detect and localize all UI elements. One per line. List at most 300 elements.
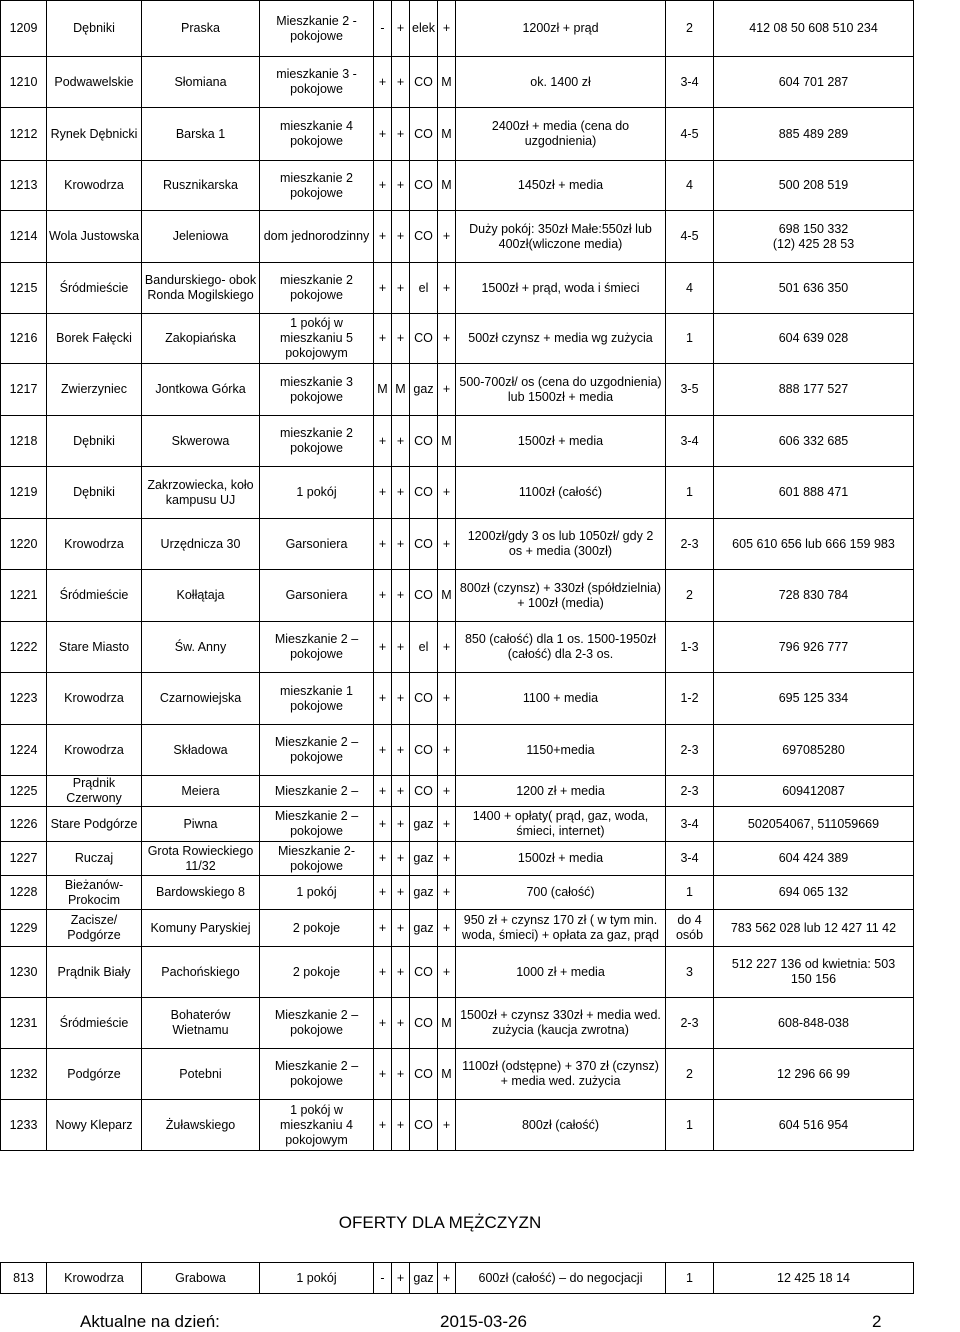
cell-phone: 601 888 471 bbox=[714, 467, 914, 519]
cell-type: Mieszkanie 2 – pokojowe bbox=[260, 807, 374, 842]
cell-id: 1224 bbox=[1, 725, 47, 776]
cell-type: Garsoniera bbox=[260, 570, 374, 622]
cell-phone: 605 610 656 lub 666 159 983 bbox=[714, 519, 914, 570]
cell-persons: 3-5 bbox=[666, 364, 714, 416]
cell-phone: 609412087 bbox=[714, 776, 914, 807]
cell-street: Skwerowa bbox=[142, 416, 260, 467]
cell-street: Bohaterów Wietnamu bbox=[142, 998, 260, 1049]
cell-internet: + bbox=[392, 622, 410, 673]
cell-area: Borek Fałęcki bbox=[47, 314, 142, 364]
cell-heating: CO bbox=[410, 108, 438, 161]
cell-type: Mieszkanie 2 – pokojowe bbox=[260, 1049, 374, 1100]
cell-furnished: + bbox=[374, 519, 392, 570]
cell-persons: 1-2 bbox=[666, 673, 714, 725]
cell-flag: M bbox=[438, 57, 456, 108]
cell-persons: 1 bbox=[666, 314, 714, 364]
cell-furnished: + bbox=[374, 314, 392, 364]
cell-street: Bandurskiego- obok Ronda Mogilskiego bbox=[142, 263, 260, 314]
cell-phone: 502054067, 511059669 bbox=[714, 807, 914, 842]
cell-id: 1219 bbox=[1, 467, 47, 519]
table-row bbox=[1, 947, 914, 998]
cell-heating: CO bbox=[410, 211, 438, 263]
cell-area: Krowodrza bbox=[47, 161, 142, 211]
cell-type: 1 pokój bbox=[260, 467, 374, 519]
cell-flag: + bbox=[438, 807, 456, 842]
cell-flag: + bbox=[438, 776, 456, 807]
cell-price: 600zł (całość) – do negocjacji bbox=[456, 1263, 666, 1294]
cell-phone: 604 424 389 bbox=[714, 842, 914, 876]
cell-price: 700 (całość) bbox=[456, 876, 666, 910]
table-row bbox=[1, 776, 914, 807]
cell-heating: CO bbox=[410, 998, 438, 1049]
cell-street: Słomiana bbox=[142, 57, 260, 108]
cell-persons: 1 bbox=[666, 1263, 714, 1294]
cell-phone: 888 177 527 bbox=[714, 364, 914, 416]
table-row bbox=[1, 467, 914, 519]
cell-price: 950 zł + czynsz 170 zł ( w tym min. woda, śmieci) + opłata za gaz, prąd bbox=[456, 910, 666, 947]
cell-id: 1220 bbox=[1, 519, 47, 570]
cell-street: Urzędnicza 30 bbox=[142, 519, 260, 570]
cell-persons: 1-3 bbox=[666, 622, 714, 673]
cell-furnished: + bbox=[374, 842, 392, 876]
cell-area: Prądnik Czerwony bbox=[47, 776, 142, 807]
table-row bbox=[1, 910, 914, 947]
cell-internet: + bbox=[392, 570, 410, 622]
cell-heating: el bbox=[410, 622, 438, 673]
cell-id: 1226 bbox=[1, 807, 47, 842]
cell-type: Mieszkanie 2- pokojowe bbox=[260, 842, 374, 876]
cell-area: Prądnik Biały bbox=[47, 947, 142, 998]
cell-internet: + bbox=[392, 57, 410, 108]
cell-internet: + bbox=[392, 263, 410, 314]
cell-persons: 1 bbox=[666, 467, 714, 519]
cell-persons: 3-4 bbox=[666, 416, 714, 467]
men-listings-table bbox=[0, 1262, 914, 1294]
cell-type: dom jednorodzinny bbox=[260, 211, 374, 263]
cell-persons: 2-3 bbox=[666, 725, 714, 776]
cell-street: Meiera bbox=[142, 776, 260, 807]
cell-type: 2 pokoje bbox=[260, 910, 374, 947]
cell-furnished: + bbox=[374, 263, 392, 314]
cell-area: Krowodrza bbox=[47, 725, 142, 776]
cell-furnished: + bbox=[374, 622, 392, 673]
cell-price: 1150+media bbox=[456, 725, 666, 776]
cell-phone: 694 065 132 bbox=[714, 876, 914, 910]
table-row bbox=[1, 1100, 914, 1151]
cell-furnished: + bbox=[374, 876, 392, 910]
cell-furnished: + bbox=[374, 570, 392, 622]
table-row bbox=[1, 807, 914, 842]
cell-area: Stare Podgórze bbox=[47, 807, 142, 842]
cell-persons: 1 bbox=[666, 1100, 714, 1151]
cell-internet: + bbox=[392, 1263, 410, 1294]
cell-internet: M bbox=[392, 364, 410, 416]
table-row bbox=[1, 1, 914, 57]
cell-flag: + bbox=[438, 364, 456, 416]
cell-area: Zwierzyniec bbox=[47, 364, 142, 416]
cell-area: Podwawelskie bbox=[47, 57, 142, 108]
cell-price: 1400 + opłaty( prąd, gaz, woda, śmieci, internet) bbox=[456, 807, 666, 842]
table-row bbox=[1, 416, 914, 467]
table-row bbox=[1, 622, 914, 673]
cell-type: 1 pokój bbox=[260, 876, 374, 910]
cell-price: ok. 1400 zł bbox=[456, 57, 666, 108]
cell-persons: 2-3 bbox=[666, 998, 714, 1049]
cell-street: Zakopiańska bbox=[142, 314, 260, 364]
cell-furnished: M bbox=[374, 364, 392, 416]
table-row bbox=[1, 725, 914, 776]
cell-id: 1223 bbox=[1, 673, 47, 725]
cell-type: Mieszkanie 2 – pokojowe bbox=[260, 725, 374, 776]
cell-persons: 2-3 bbox=[666, 776, 714, 807]
footer-date: 2015-03-26 bbox=[440, 1312, 527, 1331]
cell-heating: el bbox=[410, 263, 438, 314]
cell-type: Garsoniera bbox=[260, 519, 374, 570]
table-row bbox=[1, 314, 914, 364]
cell-internet: + bbox=[392, 519, 410, 570]
cell-area: Krowodrza bbox=[47, 673, 142, 725]
cell-area: Podgórze bbox=[47, 1049, 142, 1100]
cell-id: 1213 bbox=[1, 161, 47, 211]
cell-flag: + bbox=[438, 910, 456, 947]
cell-phone: 512 227 136 od kwietnia: 503 150 156 bbox=[714, 947, 914, 998]
cell-flag: M bbox=[438, 1049, 456, 1100]
cell-furnished: + bbox=[374, 416, 392, 467]
cell-internet: + bbox=[392, 467, 410, 519]
cell-internet: + bbox=[392, 211, 410, 263]
cell-flag: + bbox=[438, 622, 456, 673]
cell-furnished: + bbox=[374, 467, 392, 519]
cell-furnished: + bbox=[374, 108, 392, 161]
cell-price: 500zł czynsz + media wg zużycia bbox=[456, 314, 666, 364]
cell-internet: + bbox=[392, 776, 410, 807]
table-row bbox=[1, 842, 914, 876]
cell-type: mieszkanie 1 pokojowe bbox=[260, 673, 374, 725]
cell-heating: gaz bbox=[410, 364, 438, 416]
cell-furnished: + bbox=[374, 211, 392, 263]
cell-persons: 3-4 bbox=[666, 57, 714, 108]
cell-persons: 4 bbox=[666, 161, 714, 211]
cell-street: Potebni bbox=[142, 1049, 260, 1100]
cell-area: Dębniki bbox=[47, 416, 142, 467]
cell-internet: + bbox=[392, 108, 410, 161]
cell-phone: 12 425 18 14 bbox=[714, 1263, 914, 1294]
cell-persons: 4-5 bbox=[666, 211, 714, 263]
cell-id: 1232 bbox=[1, 1049, 47, 1100]
cell-type: 1 pokój bbox=[260, 1263, 374, 1294]
cell-type: 1 pokój w mieszkaniu 5 pokojowym bbox=[260, 314, 374, 364]
cell-flag: + bbox=[438, 1263, 456, 1294]
cell-persons: 3-4 bbox=[666, 842, 714, 876]
cell-street: Żuławskiego bbox=[142, 1100, 260, 1151]
cell-heating: CO bbox=[410, 725, 438, 776]
cell-heating: CO bbox=[410, 570, 438, 622]
cell-price: 1500zł + czynsz 330zł + media wed. zużycia (kaucja zwrotna) bbox=[456, 998, 666, 1049]
cell-heating: CO bbox=[410, 1049, 438, 1100]
cell-persons: 4-5 bbox=[666, 108, 714, 161]
cell-phone: 608-848-038 bbox=[714, 998, 914, 1049]
cell-flag: + bbox=[438, 1, 456, 57]
cell-price: 1000 zł + media bbox=[456, 947, 666, 998]
cell-internet: + bbox=[392, 1, 410, 57]
cell-price: Duży pokój: 350zł Małe:550zł lub 400zł(wliczone media) bbox=[456, 211, 666, 263]
table-row bbox=[1, 211, 914, 263]
cell-heating: CO bbox=[410, 314, 438, 364]
cell-heating: CO bbox=[410, 519, 438, 570]
cell-internet: + bbox=[392, 416, 410, 467]
cell-phone: 695 125 334 bbox=[714, 673, 914, 725]
cell-phone: 500 208 519 bbox=[714, 161, 914, 211]
cell-persons: 4 bbox=[666, 263, 714, 314]
cell-phone: 501 636 350 bbox=[714, 263, 914, 314]
cell-price: 1500zł + media bbox=[456, 416, 666, 467]
cell-furnished: + bbox=[374, 807, 392, 842]
table-row bbox=[1, 161, 914, 211]
cell-heating: CO bbox=[410, 467, 438, 519]
cell-street: Składowa bbox=[142, 725, 260, 776]
cell-street: Jontkowa Górka bbox=[142, 364, 260, 416]
cell-furnished: - bbox=[374, 1, 392, 57]
cell-furnished: + bbox=[374, 776, 392, 807]
cell-flag: M bbox=[438, 108, 456, 161]
cell-street: Grota Rowieckiego 11/32 bbox=[142, 842, 260, 876]
cell-price: 1100zł (całość) bbox=[456, 467, 666, 519]
cell-heating: CO bbox=[410, 1100, 438, 1151]
cell-area: Wola Justowska bbox=[47, 211, 142, 263]
cell-furnished: + bbox=[374, 1100, 392, 1151]
cell-heating: gaz bbox=[410, 910, 438, 947]
cell-heating: CO bbox=[410, 161, 438, 211]
cell-area: Dębniki bbox=[47, 1, 142, 57]
cell-id: 1214 bbox=[1, 211, 47, 263]
cell-street: Rusznikarska bbox=[142, 161, 260, 211]
cell-internet: + bbox=[392, 725, 410, 776]
cell-flag: M bbox=[438, 570, 456, 622]
cell-phone: 604 516 954 bbox=[714, 1100, 914, 1151]
cell-persons: 1 bbox=[666, 876, 714, 910]
cell-id: 1228 bbox=[1, 876, 47, 910]
cell-street: Praska bbox=[142, 1, 260, 57]
cell-price: 1450zł + media bbox=[456, 161, 666, 211]
cell-id: 1218 bbox=[1, 416, 47, 467]
cell-id: 1222 bbox=[1, 622, 47, 673]
cell-furnished: + bbox=[374, 673, 392, 725]
cell-price: 1100 + media bbox=[456, 673, 666, 725]
cell-flag: + bbox=[438, 673, 456, 725]
cell-street: Piwna bbox=[142, 807, 260, 842]
cell-street: Św. Anny bbox=[142, 622, 260, 673]
cell-price: 2400zł + media (cena do uzgodnienia) bbox=[456, 108, 666, 161]
table-row bbox=[1, 364, 914, 416]
cell-street: Barska 1 bbox=[142, 108, 260, 161]
cell-internet: + bbox=[392, 1100, 410, 1151]
cell-type: mieszkanie 3 - pokojowe bbox=[260, 57, 374, 108]
cell-heating: gaz bbox=[410, 807, 438, 842]
cell-persons: 2-3 bbox=[666, 519, 714, 570]
cell-furnished: - bbox=[374, 1263, 392, 1294]
cell-phone: 698 150 332 (12) 425 28 53 bbox=[714, 211, 914, 263]
cell-internet: + bbox=[392, 673, 410, 725]
cell-id: 1209 bbox=[1, 1, 47, 57]
cell-phone: 604 701 287 bbox=[714, 57, 914, 108]
cell-price: 1100zł (odstępne) + 370 zł (czynsz) + media wed. zużycia bbox=[456, 1049, 666, 1100]
cell-area: Bieżanów-Prokocim bbox=[47, 876, 142, 910]
cell-price: 850 (całość) dla 1 os. 1500-1950zł (całość) dla 2-3 os. bbox=[456, 622, 666, 673]
cell-type: mieszkanie 2 pokojowe bbox=[260, 263, 374, 314]
cell-street: Zakrzowiecka, koło kampusu UJ bbox=[142, 467, 260, 519]
cell-internet: + bbox=[392, 876, 410, 910]
table-row bbox=[1, 519, 914, 570]
cell-type: Mieszkanie 2 – pokojowe bbox=[260, 622, 374, 673]
cell-price: 1200zł/gdy 3 os lub 1050zł/ gdy 2 os + media (300zł) bbox=[456, 519, 666, 570]
cell-type: Mieszkanie 2 – pokojowe bbox=[260, 998, 374, 1049]
cell-internet: + bbox=[392, 1049, 410, 1100]
cell-internet: + bbox=[392, 910, 410, 947]
cell-internet: + bbox=[392, 998, 410, 1049]
cell-area: Krowodrza bbox=[47, 1263, 142, 1294]
table-row bbox=[1, 263, 914, 314]
cell-phone: 885 489 289 bbox=[714, 108, 914, 161]
cell-heating: CO bbox=[410, 416, 438, 467]
cell-price: 1200 zł + media bbox=[456, 776, 666, 807]
cell-internet: + bbox=[392, 314, 410, 364]
cell-area: Rynek Dębnicki bbox=[47, 108, 142, 161]
page-number: 2 bbox=[872, 1312, 882, 1331]
cell-type: mieszkanie 2 pokojowe bbox=[260, 416, 374, 467]
cell-flag: + bbox=[438, 314, 456, 364]
cell-street: Kołłątaja bbox=[142, 570, 260, 622]
cell-persons: do 4 osób bbox=[666, 910, 714, 947]
cell-type: mieszkanie 4 pokojowe bbox=[260, 108, 374, 161]
cell-price: 1500zł + media bbox=[456, 842, 666, 876]
cell-furnished: + bbox=[374, 947, 392, 998]
cell-phone: 728 830 784 bbox=[714, 570, 914, 622]
cell-phone: 697085280 bbox=[714, 725, 914, 776]
table-row bbox=[1, 1049, 914, 1100]
cell-furnished: + bbox=[374, 57, 392, 108]
cell-flag: + bbox=[438, 842, 456, 876]
cell-street: Czarnowiejska bbox=[142, 673, 260, 725]
cell-id: 1230 bbox=[1, 947, 47, 998]
cell-type: mieszkanie 3 pokojowe bbox=[260, 364, 374, 416]
cell-price: 1500zł + prąd, woda i śmieci bbox=[456, 263, 666, 314]
cell-area: Ruczaj bbox=[47, 842, 142, 876]
cell-furnished: + bbox=[374, 998, 392, 1049]
cell-phone: 606 332 685 bbox=[714, 416, 914, 467]
cell-street: Komuny Paryskiej bbox=[142, 910, 260, 947]
cell-area: Śródmieście bbox=[47, 998, 142, 1049]
table-row bbox=[1, 108, 914, 161]
cell-flag: M bbox=[438, 998, 456, 1049]
cell-id: 1229 bbox=[1, 910, 47, 947]
table-row bbox=[1, 876, 914, 910]
table-row bbox=[1, 1263, 914, 1294]
cell-area: Dębniki bbox=[47, 467, 142, 519]
cell-heating: CO bbox=[410, 776, 438, 807]
cell-heating: elek bbox=[410, 1, 438, 57]
cell-flag: + bbox=[438, 876, 456, 910]
cell-price: 800zł (czynsz) + 330zł (spółdzielnia) + 100zł (media) bbox=[456, 570, 666, 622]
table-row bbox=[1, 998, 914, 1049]
cell-area: Krowodrza bbox=[47, 519, 142, 570]
men-offers-heading: OFERTY DLA MĘŻCZYZN bbox=[338, 1213, 542, 1232]
cell-street: Jeleniowa bbox=[142, 211, 260, 263]
table-row bbox=[1, 673, 914, 725]
cell-area: Śródmieście bbox=[47, 570, 142, 622]
cell-id: 1221 bbox=[1, 570, 47, 622]
cell-persons: 3-4 bbox=[666, 807, 714, 842]
cell-id: 1210 bbox=[1, 57, 47, 108]
cell-furnished: + bbox=[374, 161, 392, 211]
cell-price: 1200zł + prąd bbox=[456, 1, 666, 57]
cell-id: 1216 bbox=[1, 314, 47, 364]
cell-heating: CO bbox=[410, 947, 438, 998]
men-listings-body bbox=[1, 1263, 914, 1294]
cell-area: Zacisze/ Podgórze bbox=[47, 910, 142, 947]
cell-heating: CO bbox=[410, 673, 438, 725]
cell-heating: gaz bbox=[410, 842, 438, 876]
cell-persons: 2 bbox=[666, 1, 714, 57]
cell-type: mieszkanie 2 pokojowe bbox=[260, 161, 374, 211]
cell-furnished: + bbox=[374, 910, 392, 947]
table-row bbox=[1, 57, 914, 108]
cell-area: Stare Miasto bbox=[47, 622, 142, 673]
cell-flag: + bbox=[438, 725, 456, 776]
cell-id: 1217 bbox=[1, 364, 47, 416]
cell-internet: + bbox=[392, 161, 410, 211]
listings-body bbox=[1, 1, 914, 1151]
cell-type: 1 pokój w mieszkaniu 4 pokojowym bbox=[260, 1100, 374, 1151]
cell-price: 800zł (całość) bbox=[456, 1100, 666, 1151]
cell-type: Mieszkanie 2 - pokojowe bbox=[260, 1, 374, 57]
table-row bbox=[1, 570, 914, 622]
cell-persons: 2 bbox=[666, 570, 714, 622]
cell-id: 1227 bbox=[1, 842, 47, 876]
cell-type: Mieszkanie 2 – bbox=[260, 776, 374, 807]
cell-street: Pachońskiego bbox=[142, 947, 260, 998]
cell-flag: + bbox=[438, 467, 456, 519]
cell-street: Grabowa bbox=[142, 1263, 260, 1294]
cell-flag: + bbox=[438, 947, 456, 998]
cell-internet: + bbox=[392, 947, 410, 998]
cell-internet: + bbox=[392, 807, 410, 842]
cell-furnished: + bbox=[374, 725, 392, 776]
cell-phone: 412 08 50 608 510 234 bbox=[714, 1, 914, 57]
cell-id: 1212 bbox=[1, 108, 47, 161]
cell-flag: + bbox=[438, 519, 456, 570]
footer-date-label: Aktualne na dzień: bbox=[80, 1312, 220, 1331]
cell-flag: M bbox=[438, 416, 456, 467]
cell-area: Śródmieście bbox=[47, 263, 142, 314]
cell-phone: 12 296 66 99 bbox=[714, 1049, 914, 1100]
cell-id: 1231 bbox=[1, 998, 47, 1049]
cell-phone: 783 562 028 lub 12 427 11 42 bbox=[714, 910, 914, 947]
cell-phone: 796 926 777 bbox=[714, 622, 914, 673]
cell-heating: gaz bbox=[410, 876, 438, 910]
cell-id: 1225 bbox=[1, 776, 47, 807]
cell-flag: + bbox=[438, 211, 456, 263]
cell-id: 1215 bbox=[1, 263, 47, 314]
cell-id: 1233 bbox=[1, 1100, 47, 1151]
cell-area: Nowy Kleparz bbox=[47, 1100, 142, 1151]
cell-internet: + bbox=[392, 842, 410, 876]
cell-flag: M bbox=[438, 161, 456, 211]
cell-flag: + bbox=[438, 263, 456, 314]
cell-persons: 3 bbox=[666, 947, 714, 998]
cell-street: Bardowskiego 8 bbox=[142, 876, 260, 910]
cell-heating: CO bbox=[410, 57, 438, 108]
cell-furnished: + bbox=[374, 1049, 392, 1100]
